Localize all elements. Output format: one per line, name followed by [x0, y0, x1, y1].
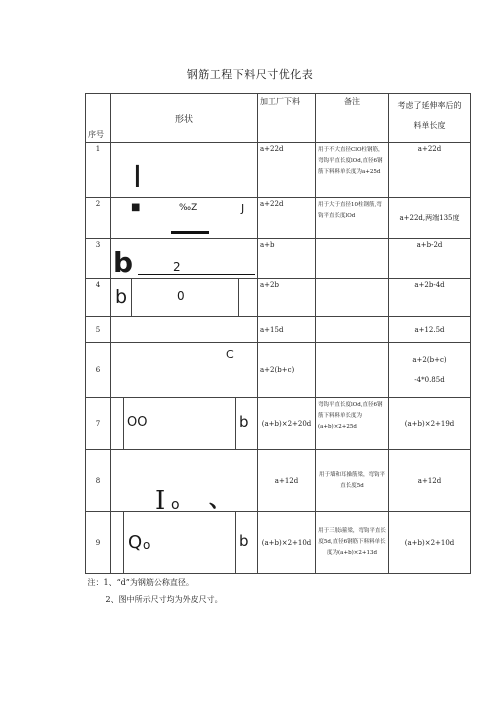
row-note	[316, 239, 389, 279]
shape-glyph: b	[239, 413, 249, 431]
shape-cell	[111, 343, 258, 398]
rebar-table	[85, 93, 471, 608]
shape-glyph: ■	[131, 202, 141, 213]
row-final-line2: -4*0.85d	[414, 376, 445, 384]
row-note: 弯钩平直长度lOd,直径6钢筋下料料单长度为(a+b)×2+25d	[316, 398, 389, 450]
shape-divider	[123, 512, 124, 573]
footnote-1: 注：1、“d”为钢筋公称直径。	[86, 574, 471, 592]
row-processing: a+b	[258, 239, 316, 279]
row-seq: 1	[86, 143, 111, 198]
shape-glyph: I	[133, 160, 142, 195]
shape-divider	[235, 398, 236, 449]
shape-cell	[111, 279, 258, 317]
row-processing: (a+b)×2+10d	[258, 512, 316, 574]
shape-glyph: 0	[177, 289, 185, 303]
row-processing: a+22d	[258, 198, 316, 239]
shape-glyph: C	[226, 348, 234, 361]
row-seq: 8	[86, 450, 111, 512]
table-row	[86, 198, 471, 239]
row-seq: 2	[86, 198, 111, 239]
shape-cell	[111, 239, 258, 279]
shape-cell	[111, 512, 258, 574]
shape-glyph: b	[239, 532, 249, 550]
table-row	[86, 143, 471, 198]
header-final	[389, 94, 471, 143]
header-seq: 序号	[86, 94, 111, 143]
row-processing: a+2(b+c)	[258, 343, 316, 398]
header-processing: 加工厂下料	[258, 94, 316, 143]
footnote-2: 2、图中所示尺寸均为外皮尺寸。	[105, 595, 223, 604]
header-final-line1: 考虑了延伸率后的	[397, 101, 462, 110]
row-final: a+12d	[389, 450, 471, 512]
row-seq: 7	[86, 398, 111, 450]
table-row	[86, 398, 471, 450]
row-processing: (a+b)×2+20d	[258, 398, 316, 450]
row-note	[316, 343, 389, 398]
row-note	[316, 317, 389, 343]
table-row	[86, 279, 471, 317]
shape-cell	[111, 398, 258, 450]
row-final: (a+b)×2+19d	[389, 398, 471, 450]
shape-glyph: J	[241, 202, 245, 215]
shape-glyph: b	[115, 286, 128, 308]
table-row	[86, 450, 471, 512]
table-row	[86, 343, 471, 398]
shape-divider	[131, 279, 132, 316]
row-final: a+22d,两端135度	[389, 198, 471, 239]
row-final: a+2b-4d	[389, 279, 471, 317]
table-row	[86, 317, 471, 343]
shape-stroke	[171, 231, 209, 234]
shape-cell	[111, 143, 258, 198]
shape-cell	[111, 198, 258, 239]
row-note: 用于墙和耳操筋梁，弯钩平直长度5d	[316, 450, 389, 512]
row-processing: a+15d	[258, 317, 316, 343]
shape-cell	[111, 450, 258, 512]
row-seq: 4	[86, 279, 111, 317]
row-seq: 5	[86, 317, 111, 343]
row-processing: a+2b	[258, 279, 316, 317]
header-note: 备注	[316, 94, 389, 143]
shape-glyph: o	[171, 497, 180, 512]
header-shape: 形状	[111, 94, 258, 143]
shape-glyph: o	[143, 538, 151, 552]
row-note: 用于不大直径ClO柱钢筋，弯钩平直长度lOd,直径6钢筋下料料单长度为a+25d	[316, 143, 389, 198]
footnote-row	[86, 574, 471, 592]
row-final: a+22d	[389, 143, 471, 198]
shape-divider	[238, 279, 239, 316]
row-seq: 3	[86, 239, 111, 279]
footnote-row	[86, 591, 471, 608]
row-note: 用于三肢ì箍梁，弯钩平直长度5d,直径6钢筋下料料单长度为(a+b)×2+13d	[316, 512, 389, 574]
row-seq: 6	[86, 343, 111, 398]
shape-divider	[235, 512, 236, 573]
row-seq: 9	[86, 512, 111, 574]
header-row	[86, 94, 471, 143]
row-note: 用于大于直径10柱钢筋,弯钩平直长度lOd	[316, 198, 389, 239]
shape-glyph: Q	[128, 532, 143, 553]
row-processing: a+12d	[258, 450, 316, 512]
shape-cell	[111, 317, 258, 343]
shape-glyph: 、	[209, 488, 232, 512]
shape-glyph: 2	[173, 260, 181, 274]
shape-glyph: ‰Z	[179, 203, 198, 213]
shape-glyph: OO	[127, 415, 148, 430]
shape-line	[138, 274, 255, 275]
header-final-line2: 料单长度	[413, 121, 446, 130]
row-final-line1: a+2(b+c)	[412, 356, 447, 364]
row-final	[389, 343, 471, 398]
table-row	[86, 512, 471, 574]
row-final: a+b-2d	[389, 239, 471, 279]
page-title: 钢筋工程下料尺寸优化表	[186, 68, 314, 81]
table-row	[86, 239, 471, 279]
row-final: (a+b)×2+10d	[389, 512, 471, 574]
shape-glyph: b	[113, 246, 134, 279]
shape-divider	[123, 398, 124, 449]
row-note	[316, 279, 389, 317]
shape-glyph: I	[155, 486, 166, 512]
row-final: a+12.5d	[389, 317, 471, 343]
row-processing: a+22d	[258, 143, 316, 198]
